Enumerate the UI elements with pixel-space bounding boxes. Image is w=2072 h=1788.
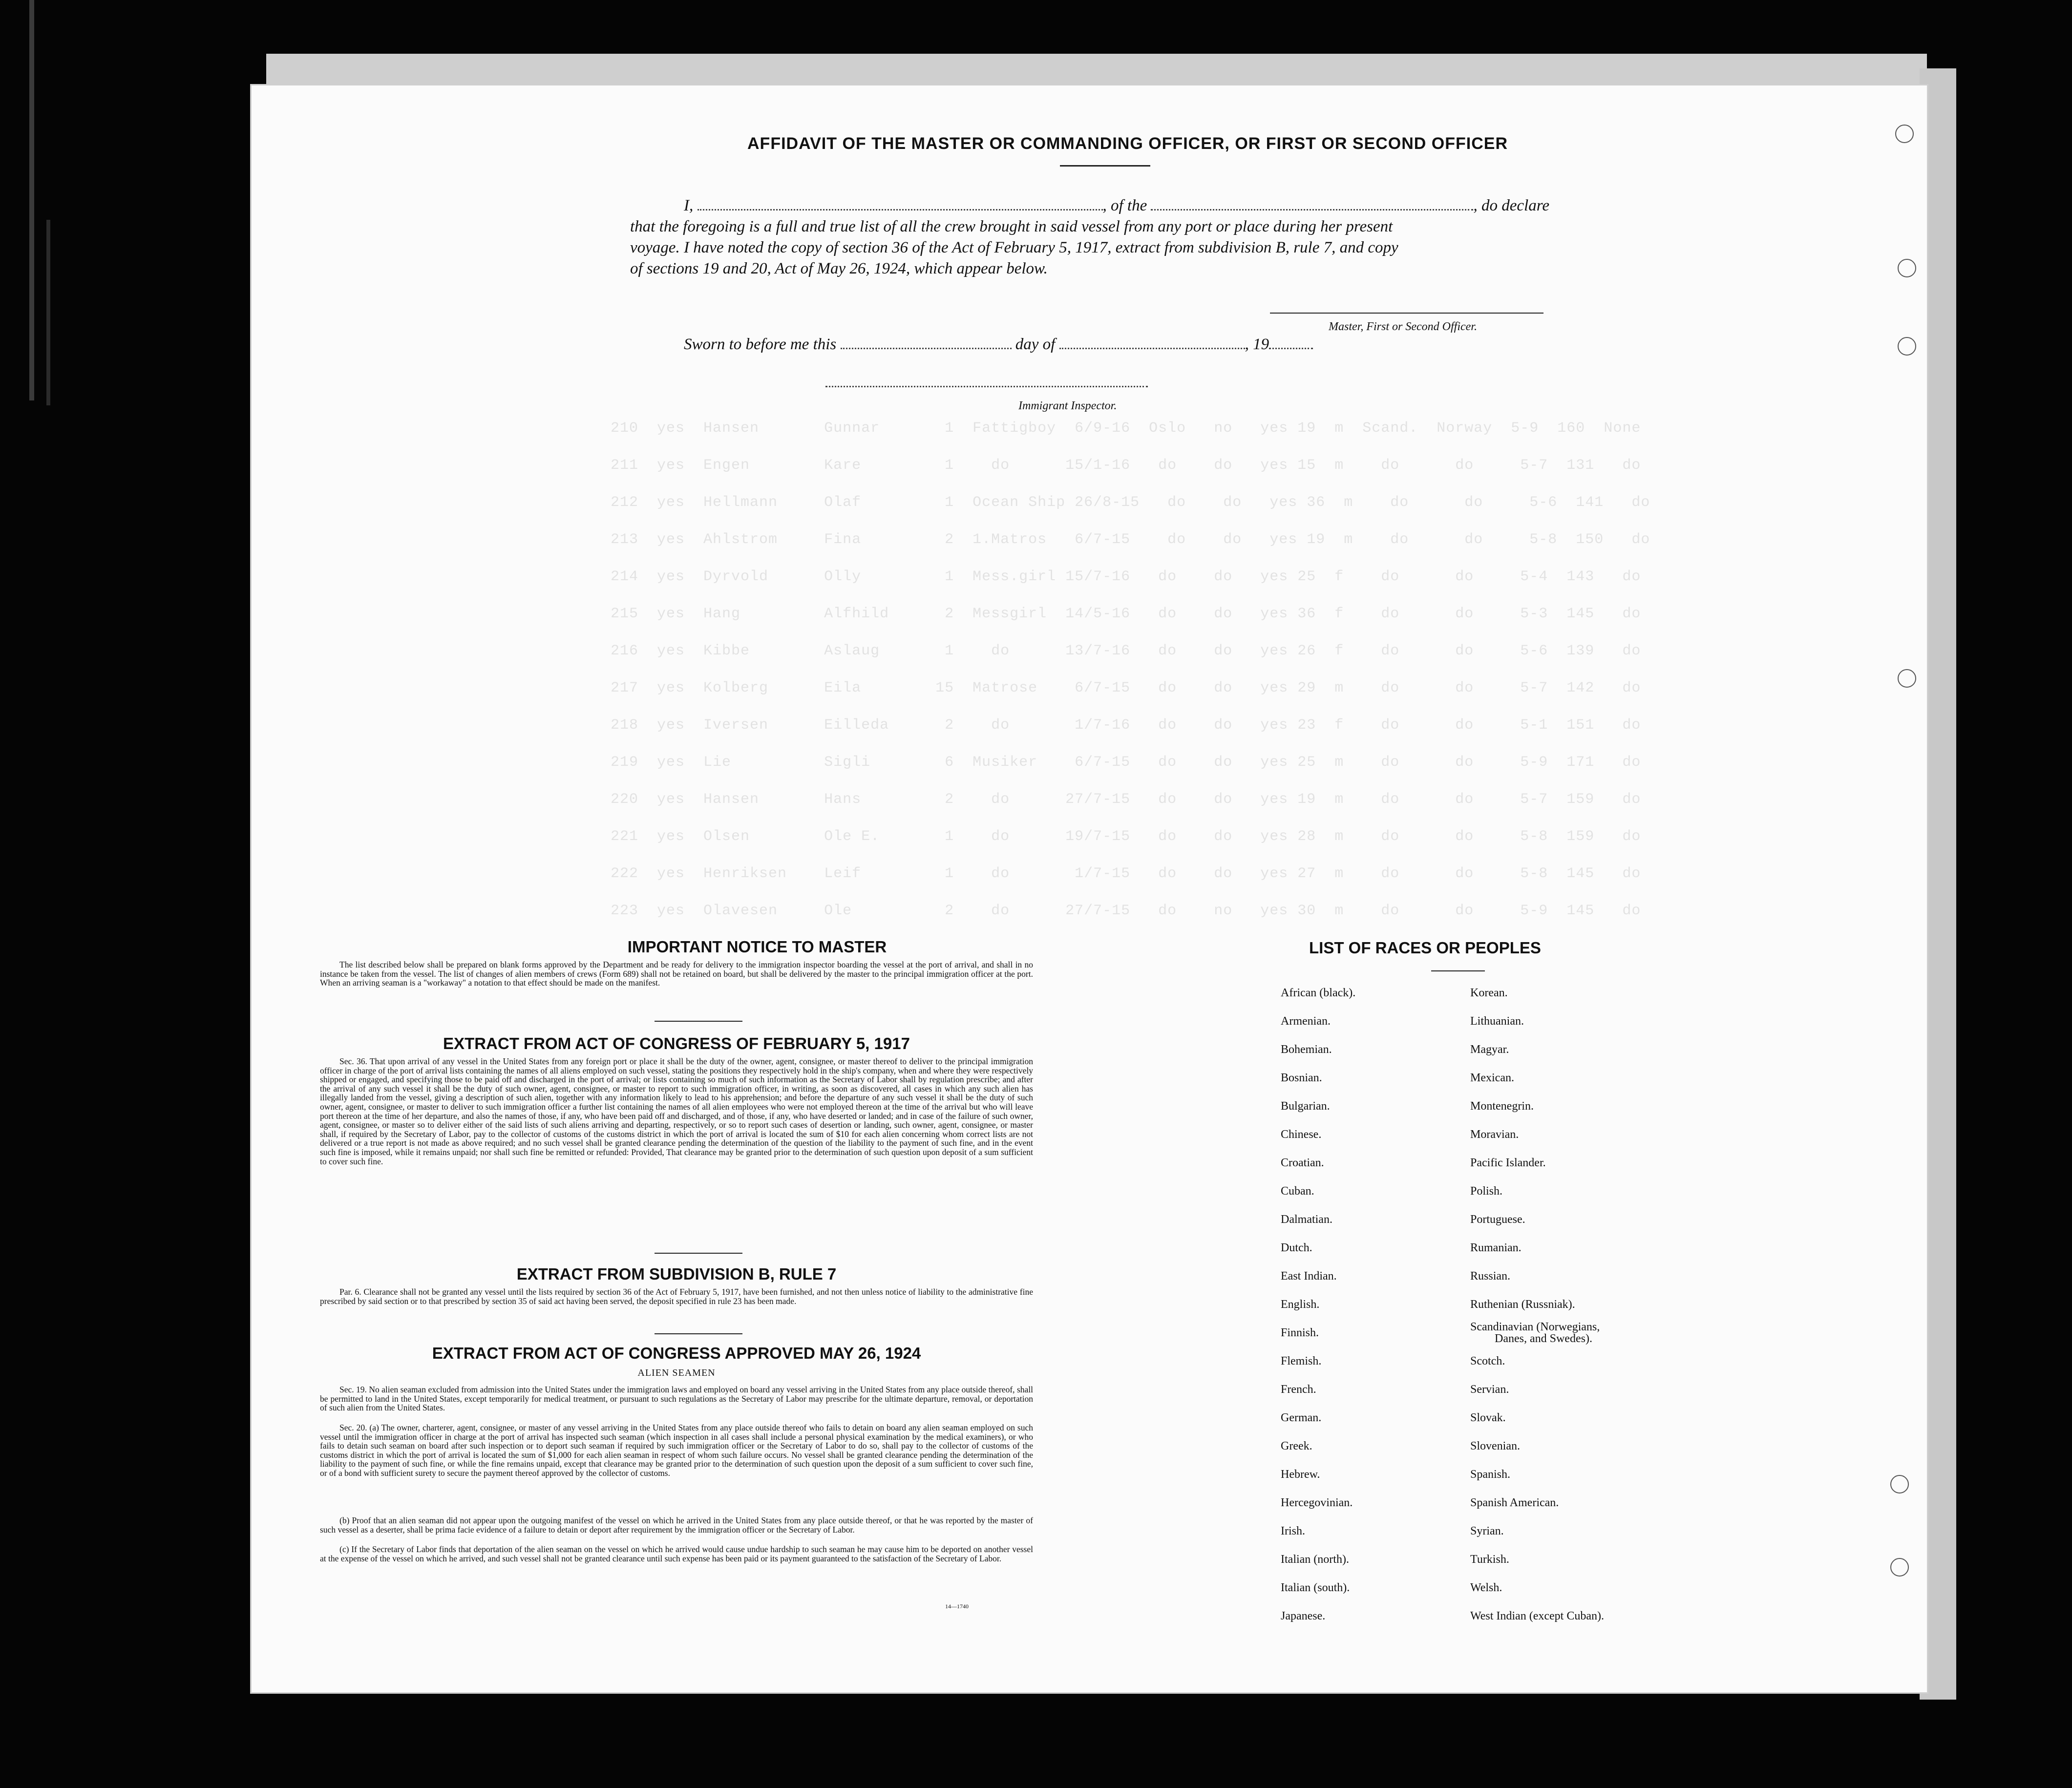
race-item: Welsh. xyxy=(1470,1581,1502,1594)
title-underline xyxy=(1060,165,1150,167)
vessel-blank[interactable] xyxy=(1151,209,1473,210)
sec20a-body: Sec. 20. (a) The owner, charterer, agent, consignee, or master of any vessel arriving in the United States from any place outside thereof who fails to detain on board any alien seaman employed on such vessel until the immigration officer in charge at the port of arrival has inspected such seaman (which inspection in all cases shall include a personal physical examination by the medical examiners), or who fails to detain such seaman on board after such inspection or to deport such seaman if required by such immigration officer or the Secretary of Labor to do so, shall pay to the collector of customs of the customs district in which the port of arrival is located the sum of $1,000 for each alien seaman in respect of whom such failure occurs. No vessel shall be granted clearance pending the determination of the liability to the payment of such fine, or while the fine remains unpaid, except that clearance may be granted prior to the determination of such question upon the deposit of a sum sufficient to cover such fine, or of a bond with sufficient surety to secure the payment thereof approved by the collector of customs. xyxy=(320,1423,1033,1478)
declaration-line-2: that the foregoing is a full and true list of all the crew brought in said vessel from any port or place during her present xyxy=(630,218,1393,235)
ghost-row: 216 yes Kibbe Aslaug 1 do 13/7-16 do do yes 26 f do do 5-6 139 do xyxy=(611,643,1641,659)
notice-body: The list described below shall be prepared on blank forms approved by the Department and be ready for delivery to the immigration inspector boarding the vessel at the port of arrival, and shall in no instance be taken from the vessel. The list of changes of alien members of crews (Form 689) shall not be retained on board, but shall be delivered by the master to the principal immigration officer at the port. When an arriving seaman is a "workaway" a notation to that effect should be made on the manifest. xyxy=(320,960,1033,988)
race-item: Bosnian. xyxy=(1281,1072,1322,1084)
sworn-label: Sworn to before me this xyxy=(684,336,837,353)
affidavit-title: AFFIDAVIT OF THE MASTER OR COMMANDING OFFICER, OR FIRST OR SECOND OFFICER xyxy=(747,134,1508,153)
sec20b-body: (b) Proof that an alien seaman did not appear upon the outgoing manifest of the vessel on which he arrived in the United States from any place outside thereof, or that he was reported by the master of such vessel as a deserter, shall be prima facie evidence of a failure to detain or deport after requirement by the immigration officer or the Secretary of Labor. xyxy=(320,1515,1033,1535)
race-item: French. xyxy=(1281,1383,1316,1396)
ghost-row: 214 yes Dyrvold Olly 1 Mess.girl 15/7-16 do do yes 25 f do do 5-4 143 do xyxy=(611,568,1641,585)
race-item: Korean. xyxy=(1470,987,1508,999)
race-item: Scotch. xyxy=(1470,1355,1505,1367)
race-item: Pacific Islander. xyxy=(1470,1157,1546,1169)
inspector-signature-line xyxy=(825,386,1148,387)
ghost-row: 219 yes Lie Sigli 6 Musiker 6/7-15 do do yes 25 m do do 5-9 171 do xyxy=(611,754,1641,771)
race-item: Chinese. xyxy=(1281,1128,1322,1141)
extract-1924-title: EXTRACT FROM ACT OF CONGRESS APPROVED MAY 26, 1924 xyxy=(432,1344,921,1362)
race-item: Russian. xyxy=(1470,1270,1511,1283)
race-item: Japanese. xyxy=(1281,1610,1326,1622)
race-item: Servian. xyxy=(1470,1383,1509,1396)
notice-rule xyxy=(655,1021,742,1022)
race-item: Lithuanian. xyxy=(1470,1015,1524,1028)
declaration-line-1 xyxy=(684,195,1578,216)
ghost-row: 211 yes Engen Kare 1 do 15/1-16 do do yes 15 m do do 5-7 131 do xyxy=(611,457,1641,474)
race-item: West Indian (except Cuban). xyxy=(1470,1610,1604,1622)
notice-title: IMPORTANT NOTICE TO MASTER xyxy=(627,938,887,956)
sworn-day-blank[interactable] xyxy=(841,348,1012,349)
ghost-row: 221 yes Olsen Ole E. 1 do 19/7-15 do do yes 28 m do do 5-8 159 do xyxy=(611,828,1641,845)
race-item: Spanish. xyxy=(1470,1468,1511,1481)
race-item: Finnish. xyxy=(1281,1326,1319,1339)
race-item: Hebrew. xyxy=(1281,1468,1320,1481)
race-item: Rumanian. xyxy=(1470,1241,1522,1254)
binder-hole-mark xyxy=(1890,1558,1909,1577)
ghost-row: 215 yes Hang Alfhild 2 Messgirl 14/5-16 do do yes 36 f do do 5-3 145 do xyxy=(611,606,1641,622)
ghost-row: 212 yes Hellmann Olaf 1 Ocean Ship 26/8-15 do do yes 36 m do do 5-6 141 do xyxy=(611,494,1650,511)
form-number: 14—1740 xyxy=(945,1603,969,1610)
race-item: Ruthenian (Russniak). xyxy=(1470,1298,1575,1311)
race-item: Dutch. xyxy=(1281,1241,1312,1254)
race-item: Danes, and Swedes). xyxy=(1495,1332,1592,1345)
alien-seamen-subtitle: ALIEN SEAMEN xyxy=(637,1367,716,1378)
race-item: Turkish. xyxy=(1470,1553,1509,1566)
race-item: Magyar. xyxy=(1470,1043,1509,1056)
name-blank[interactable] xyxy=(698,209,1103,210)
race-item: German. xyxy=(1281,1411,1322,1424)
race-item: Hercegovinian. xyxy=(1281,1496,1353,1509)
sworn-month-blank[interactable] xyxy=(1059,348,1245,349)
master-signature-line xyxy=(1270,313,1543,314)
race-item: Slovak. xyxy=(1470,1411,1506,1424)
sec20c-body: (c) If the Secretary of Labor finds that deportation of the alien seaman on the vessel on which he arrived would cause undue hardship to such seaman he may cause him to be deported on another vessel at the expense of the vessel on which he arrived, and such vessel shall not be granted clearance until such expense has been paid or its payment guaranteed to the satisfaction of the Secretary of Labor. xyxy=(320,1544,1033,1563)
race-item: Portuguese. xyxy=(1470,1213,1525,1226)
binder-hole-mark xyxy=(1895,125,1914,143)
race-item: English. xyxy=(1281,1298,1320,1311)
master-label: Master, First or Second Officer. xyxy=(1329,320,1477,333)
bleedthrough-rows xyxy=(611,420,1900,940)
race-item: Scandinavian (Norwegians, xyxy=(1470,1321,1600,1333)
race-item: Montenegrin. xyxy=(1470,1100,1534,1113)
sworn-line xyxy=(684,334,1368,355)
race-item: Polish. xyxy=(1470,1185,1503,1198)
race-item: Greek. xyxy=(1281,1440,1312,1452)
race-item: Irish. xyxy=(1281,1525,1305,1537)
rule7-rule xyxy=(655,1333,742,1334)
ghost-row: 213 yes Ahlstrom Fina 2 1.Matros 6/7-15 do do yes 19 m do do 5-8 150 do xyxy=(611,531,1650,548)
extract-1917-rule xyxy=(655,1253,742,1254)
race-item: Croatian. xyxy=(1281,1157,1324,1169)
race-item: Bohemian. xyxy=(1281,1043,1332,1056)
binder-hole-mark xyxy=(1898,669,1916,688)
race-item: Bulgarian. xyxy=(1281,1100,1330,1113)
binder-hole-mark xyxy=(1890,1475,1909,1494)
ghost-row: 218 yes Iversen Eilleda 2 do 1/7-16 do do yes 23 f do do 5-1 151 do xyxy=(611,717,1641,734)
race-item: Slovenian. xyxy=(1470,1440,1520,1452)
binder-hole-mark xyxy=(1898,259,1916,277)
ghost-row: 217 yes Kolberg Eila 15 Matrose 6/7-15 do do yes 29 m do do 5-7 142 do xyxy=(611,680,1641,696)
rule7-title: EXTRACT FROM SUBDIVISION B, RULE 7 xyxy=(516,1265,837,1283)
race-item: Moravian. xyxy=(1470,1128,1519,1141)
sec19-body: Sec. 19. No alien seaman excluded from admission into the United States under the immigration laws and employed on board any vessel arriving in the United States from any place outside thereof, shall be permitted to land in the United States, except temporarily for medical treatment, or pursuant to such regulations as the Secretary of Labor may prescribe for the ultimate departure, removal, or deportation of such alien from the United States. xyxy=(320,1385,1033,1413)
extract-1917-body: Sec. 36. That upon arrival of any vessel in the United States from any foreign port or place it shall be the duty of the owner, agent, consignee, or master thereof to deliver to the principal immigration officer in charge of the port of arrival lists containing the names of all aliens employed on such vessel, stating the positions they respectively hold in the ship's company, when and where they were respectively shipped or engaged, and specifying those to be paid off and discharged in the port of arrival; or lists containing so much of such information as the Secretary of Labor shall by regulation prescribe; and after the arrival of any such vessel it shall be the duty of such owner, agent, consignee, or master to report to such immigration officer, in writing, as soon as discovered, all cases in which any such alien has illegally landed from the vessel, giving a description of such alien, together with any information likely to lead to his apprehension; and before the departure of any such vessel it shall be the duty of such owner, agent, consignee, or master to deliver to such immigration officer a further list containing the names of all alien employees who were not employed thereon at the time of the arrival but who will leave port thereon at the time of her departure, and also the names of those, if any, who have been paid off and discharged, and of those, if any, who have deserted or landed; and in case of the failure of such owner, agent, consignee, or master so to deliver either of the said lists of such aliens arriving and departing, respectively, or so to report such cases of desertion or landing, such owner, agent, consignee, or master shall, if required by the Secretary of Labor, pay to the collector of customs of the customs district in which the port of arrival is located the sum of $10 for each alien concerning whom correct lists are not delivered or a true report is not made as above required; and no such vessel shall be granted clearance pending the determination of the question of the liability to the payment of such fine, and in the event such fine is imposed, while it remains unpaid; nor shall such fine be remitted or refunded: Provided, That clearance may be granted prior to the determination of such question upon deposit of a sum sufficient to cover such fine. xyxy=(320,1056,1033,1166)
declaration-i: I, xyxy=(684,197,694,214)
ghost-row: 222 yes Henriksen Leif 1 do 1/7-15 do do yes 27 m do do 5-8 145 do xyxy=(611,865,1641,882)
film-edge-mark xyxy=(29,0,34,400)
declaration-of-the: , of the xyxy=(1102,197,1147,214)
race-item: Mexican. xyxy=(1470,1072,1514,1084)
race-item: Armenian. xyxy=(1281,1015,1331,1028)
declaration-line-3: voyage. I have noted the copy of section 36 of the Act of February 5, 1917, extract from subdivision B, rule 7, and copy xyxy=(630,239,1398,256)
ghost-row: 210 yes Hansen Gunnar 1 Fattigboy 6/9-16 Oslo no yes 19 m Scand. Norway 5-9 160 None xyxy=(611,420,1641,437)
race-item: Cuban. xyxy=(1281,1185,1314,1198)
race-item: African (black). xyxy=(1281,987,1356,999)
declaration-do-declare: , do declare xyxy=(1473,197,1549,214)
year-label: , 19 xyxy=(1245,336,1269,353)
race-item: Dalmatian. xyxy=(1281,1213,1332,1226)
ghost-row: 220 yes Hansen Hans 2 do 27/7-15 do do yes 19 m do do 5-7 159 do xyxy=(611,791,1641,808)
extract-1917-title: EXTRACT FROM ACT OF CONGRESS OF FEBRUARY 5, 1917 xyxy=(443,1034,910,1052)
race-item: Italian (north). xyxy=(1281,1553,1349,1566)
race-item: Italian (south). xyxy=(1281,1581,1350,1594)
declaration-line-4: of sections 19 and 20, Act of May 26, 1924, which appear below. xyxy=(630,260,1048,277)
race-item: Syrian. xyxy=(1470,1525,1504,1537)
day-of-label: day of xyxy=(1015,336,1056,353)
inspector-label: Immigrant Inspector. xyxy=(1018,400,1117,412)
race-item: East Indian. xyxy=(1281,1270,1337,1283)
race-item: Flemish. xyxy=(1281,1355,1322,1367)
races-title: LIST OF RACES OR PEOPLES xyxy=(1309,939,1541,957)
ghost-row: 223 yes Olavesen Ole 2 do 27/7-15 do no yes 30 m do do 5-9 145 do xyxy=(611,903,1641,919)
rule7-body: Par. 6. Clearance shall not be granted any vessel until the lists required by section 36 of the Act of February 5, 1917, have been furnished, and not then unless notice of liability to the administrative fine prescribed by said section or to that prescribed by section 35 of said act having been served, the deposit specified in rule 23 has been made. xyxy=(320,1287,1033,1306)
film-edge-mark-2 xyxy=(46,220,50,405)
sworn-year-blank[interactable] xyxy=(1269,348,1313,349)
binder-hole-mark xyxy=(1898,337,1916,356)
race-item: Spanish American. xyxy=(1470,1496,1559,1509)
races-title-rule xyxy=(1431,970,1485,971)
